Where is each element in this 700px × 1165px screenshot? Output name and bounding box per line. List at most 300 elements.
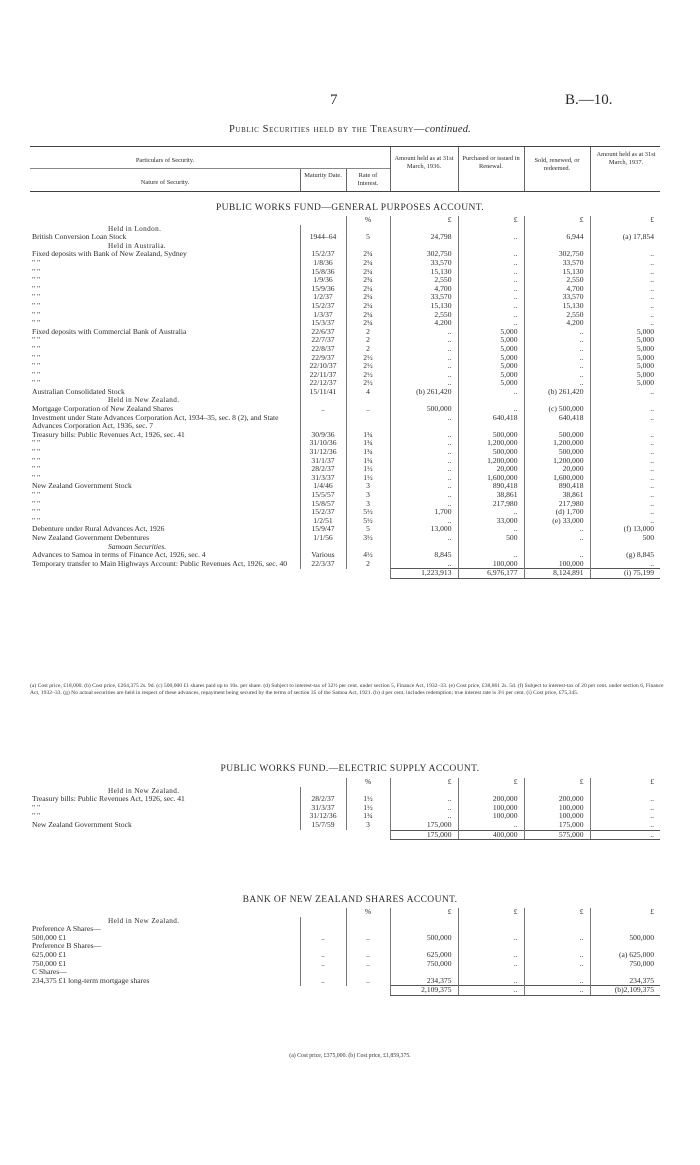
security-name: C Shares— [32,968,67,977]
security-name: New Zealand Government Stock [32,482,132,491]
security-name: Temporary transfer to Main Highways Account: Public Revenues Act, 1926, sec. 40 [32,559,288,568]
security-name: " " [32,473,41,482]
amount-1937: .. [590,508,660,517]
table-row [30,414,660,431]
security-name: " " [32,301,41,310]
table-row [30,388,660,397]
amount-1937: .. [590,293,660,302]
amount-1937: .. [590,276,660,285]
total-1937: (i) 75,199 [590,569,660,579]
table-row [30,925,660,934]
amount-1937: .. [590,482,660,491]
table-row [30,551,660,560]
amount-sold: .. [524,951,590,960]
total-sold: 8,124,891 [524,569,590,579]
amount-1937 [590,925,660,934]
interest-rate: 2¼ [346,311,390,320]
interest-rate: 3 [346,491,390,500]
subheading-row [30,396,660,405]
interest-rate: 1¼ [346,457,390,466]
table-row [30,977,660,986]
unit-pound: £ [524,216,590,225]
table-row [30,259,660,268]
page-title [0,124,700,135]
security-name: New Zealand Government Stock [32,820,132,829]
amount-1936: .. [390,371,458,380]
amount-1936: 2,550 [390,311,458,320]
maturity-date: 15/2/37 [300,250,346,259]
amount-1937: .. [590,560,660,569]
amount-purchased: 5,000 [458,345,524,354]
amount-purchased: 38,861 [458,491,524,500]
table-row [30,379,660,388]
interest-rate: 2½ [346,362,390,371]
interest-rate: 1¾ [346,812,390,821]
interest-rate: 2½ [346,379,390,388]
maturity-date: 1/2/51 [300,517,346,526]
amount-1936: 4,700 [390,285,458,294]
amount-1937: .. [590,311,660,320]
amount-purchased: 5,000 [458,336,524,345]
maturity-date: 22/9/37 [300,354,346,363]
unit-rate: % [346,778,390,787]
security-name: 625,000 £1 [32,950,67,959]
maturity-date: 1/4/46 [300,482,346,491]
amount-1937: 5,000 [590,379,660,388]
header-held-1936: Amount held as at 31st March, 1936. [394,155,454,170]
interest-rate: 1¾ [346,431,390,440]
maturity-date: 22/8/37 [300,345,346,354]
interest-rate: 1½ [346,795,390,804]
amount-1936: .. [390,439,458,448]
maturity-date: 31/1/37 [300,457,346,466]
amount-sold: 4,700 [524,285,590,294]
amount-1936: .. [390,379,458,388]
amount-purchased: .. [458,934,524,943]
interest-rate: 2½ [346,371,390,380]
header-nature: Nature of Security. [140,179,190,186]
amount-1936: .. [390,795,458,804]
interest-rate: 2½ [346,354,390,363]
page-number: 7 [330,92,338,108]
security-name: " " [32,284,41,293]
security-name: " " [32,448,41,457]
maturity-date: 1/9/36 [300,276,346,285]
amount-1936: .. [390,345,458,354]
amount-1937: .. [590,302,660,311]
interest-rate [346,925,390,934]
subheading-row [30,787,660,796]
amount-1937: .. [590,500,660,509]
amount-purchased: 5,000 [458,379,524,388]
amount-1936: 4,200 [390,319,458,328]
unit-pound: £ [590,778,660,787]
interest-rate [346,414,390,431]
amount-sold: 100,000 [524,812,590,821]
table-row [30,362,660,371]
amount-1937: 234,375 [590,977,660,986]
security-name: " " [32,379,41,388]
amount-1937: .. [590,474,660,483]
amount-1936: .. [390,482,458,491]
amount-purchased [458,925,524,934]
page-title-main: Public Securities held by the Treasury— [228,124,425,135]
amount-purchased: .. [458,268,524,277]
amount-1936: 33,570 [390,293,458,302]
amount-1937: .. [590,414,660,431]
security-name: New Zealand Government Debentures [32,533,150,542]
amount-1937: .. [590,319,660,328]
amount-sold: 33,570 [524,259,590,268]
interest-rate: 2¼ [346,319,390,328]
table-row [30,311,660,320]
amount-1936: .. [390,448,458,457]
amount-sold: (b) 261,420 [524,388,590,397]
amount-purchased: 5,000 [458,328,524,337]
amount-1936: .. [390,560,458,569]
interest-rate: 1½ [346,465,390,474]
amount-sold: 100,000 [524,560,590,569]
security-name: " " [32,465,41,474]
interest-rate: 1½ [346,474,390,483]
amount-1937: .. [590,285,660,294]
amount-purchased: 33,000 [458,517,524,526]
maturity-date: 1944–64 [300,233,346,242]
maturity-date: 31/12/36 [300,448,346,457]
header-sold: Sold, renewed, or redeemed. [534,157,580,172]
interest-rate: .. [346,951,390,960]
amount-sold: 175,000 [524,821,590,830]
maturity-date: .. [300,951,346,960]
maturity-date: 1/8/36 [300,259,346,268]
amount-1936: 24,798 [390,233,458,242]
header-purchased: Purchased or issued in Renewal. [462,155,520,170]
total-row [30,569,660,579]
amount-purchased: .. [458,233,524,242]
amount-sold: (d) 1,700 [524,508,590,517]
amount-1936: .. [390,534,458,543]
table-row [30,534,660,543]
security-name: 234,375 £1 long-term mortgage shares [32,976,150,985]
amount-1937: 5,000 [590,371,660,380]
maturity-date: 22/3/37 [300,560,346,569]
interest-rate: .. [346,405,390,414]
amount-1936: .. [390,457,458,466]
security-name: Fixed deposits with Bank of New Zealand, Sydney [32,250,187,259]
table-row [30,293,660,302]
subheading: Held in London. [108,224,162,233]
amount-sold: 200,000 [524,795,590,804]
total-1937: (b)2,109,375 [590,986,660,996]
security-name: " " [32,456,41,465]
amount-purchased: 5,000 [458,371,524,380]
amount-1936: 500,000 [390,934,458,943]
total-1936: 2,109,375 [390,986,458,996]
unit-rate: % [346,216,390,225]
amount-purchased: 1,200,000 [458,457,524,466]
unit-pound: £ [458,216,524,225]
interest-rate: 2¾ [346,276,390,285]
security-name: Treasury bills: Public Revenues Act, 1926, sec. 41 [32,430,185,439]
amount-sold: 500,000 [524,448,590,457]
security-name: " " [32,812,41,821]
amount-sold: 500,000 [524,431,590,440]
interest-rate: .. [346,960,390,969]
amount-1936: (b) 261,420 [390,388,458,397]
interest-rate: 1¾ [346,439,390,448]
amount-1936: .. [390,804,458,813]
table-row [30,500,660,509]
amount-purchased: .. [458,276,524,285]
amount-purchased: .. [458,525,524,534]
security-name: " " [32,344,41,353]
page-reference: B.—10. [565,92,613,108]
table-row [30,285,660,294]
amount-1937: (g) 8,845 [590,551,660,560]
maturity-date: 15/11/41 [300,388,346,397]
table-row [30,439,660,448]
security-name: " " [32,370,41,379]
security-name: " " [32,276,41,285]
amount-1936: 500,000 [390,405,458,414]
amount-purchased: 890,418 [458,482,524,491]
amount-purchased: 200,000 [458,795,524,804]
table-row [30,560,660,569]
table-row [30,821,660,830]
amount-1937 [590,942,660,951]
table-row [30,457,660,466]
interest-rate: 4½ [346,551,390,560]
amount-1936: .. [390,431,458,440]
interest-rate: 5½ [346,508,390,517]
amount-sold: 100,000 [524,804,590,813]
amount-1937: .. [590,259,660,268]
amount-sold: .. [524,336,590,345]
maturity-date: 15/7/59 [300,821,346,830]
security-name: " " [32,310,41,319]
amount-1936: 625,000 [390,951,458,960]
table-row [30,960,660,969]
table-row [30,431,660,440]
maturity-date: .. [300,977,346,986]
amount-1937: (a) 625,000 [590,951,660,960]
amount-sold: 890,418 [524,482,590,491]
interest-rate: 3 [346,500,390,509]
amount-1936 [390,968,458,977]
interest-rate: 3½ [346,534,390,543]
unit-rate: % [346,908,390,917]
maturity-date: 22/11/37 [300,371,346,380]
subheading-row [30,225,660,234]
amount-sold: 4,200 [524,319,590,328]
security-name: " " [32,267,41,276]
table-row [30,371,660,380]
unit-pound: £ [590,908,660,917]
interest-rate: 2¼ [346,285,390,294]
security-name: " " [32,336,41,345]
amount-sold: .. [524,534,590,543]
maturity-date: 22/10/37 [300,362,346,371]
table-row [30,934,660,943]
interest-rate [346,968,390,977]
amount-sold [524,942,590,951]
security-name: " " [32,439,41,448]
maturity-date: 30/9/36 [300,431,346,440]
security-name: " " [32,319,41,328]
table-row [30,328,660,337]
maturity-date: .. [300,960,346,969]
subheading: Held in Australia. [108,241,167,250]
security-name: Treasury bills: Public Revenues Act, 1926, sec. 41 [32,795,185,804]
amount-1937: 5,000 [590,354,660,363]
amount-1937: 5,000 [590,336,660,345]
amount-sold: 38,861 [524,491,590,500]
interest-rate [346,942,390,951]
amount-1937: .. [590,439,660,448]
maturity-date [300,942,346,951]
amount-purchased: 1,600,000 [458,474,524,483]
amount-purchased: .. [458,302,524,311]
unit-pound: £ [458,908,524,917]
interest-rate: 2¼ [346,268,390,277]
subheading-row [30,543,660,552]
security-name: Mortgage Corporation of New Zealand Shares [32,405,174,414]
maturity-date: 15/5/57 [300,491,346,500]
amount-sold: 1,600,000 [524,474,590,483]
security-name: " " [32,258,41,267]
amount-1937: .. [590,431,660,440]
amount-1936: 13,000 [390,525,458,534]
table-row [30,482,660,491]
table-row [30,268,660,277]
amount-sold: .. [524,362,590,371]
interest-rate: 4 [346,388,390,397]
table-header [30,146,660,192]
header-rate: Rate of Interest. [357,172,379,187]
subheading-row [30,917,660,926]
amount-1937: .. [590,250,660,259]
maturity-date: 15/2/37 [300,302,346,311]
unit-pound: £ [390,778,458,787]
amount-1937: 5,000 [590,362,660,371]
table-row [30,405,660,414]
interest-rate: 2 [346,560,390,569]
amount-1937: 750,000 [590,960,660,969]
amount-1936: 8,845 [390,551,458,560]
amount-sold: .. [524,371,590,380]
maturity-date [300,925,346,934]
table-row [30,250,660,259]
amount-sold: .. [524,551,590,560]
amount-sold: 15,130 [524,268,590,277]
section-title-general-purposes: PUBLIC WORKS FUND—GENERAL PURPOSES ACCOUNT. [215,203,485,213]
maturity-date: Various [300,551,346,560]
amount-1937: .. [590,812,660,821]
amount-purchased: 100,000 [458,804,524,813]
total-purchased: .. [458,986,524,996]
interest-rate: .. [346,934,390,943]
security-name: " " [32,508,41,517]
units-row [30,216,660,225]
amount-purchased: 5,000 [458,362,524,371]
footnotes-general-purposes: (a) Cost price, £18,000. (b) Cost price, £264,375 2s. 9d. (c) 500,000 £1 shares paid up to 10s. per share. (d) Subject to interest-tax of 32½ per cent. under section 5, Finance Act, 1932–33. (e) Cost price, £38,861 2s. 5d. (f) Subject to interest-tax of 20 per cent. under section 6, Finance Act, 1932–33. (g) No actual securities are held in respect of these advances, repayment being secured by the terms of section 35 of the Samoa Act, 1921. (h) 4 per cent. includes redemption; true interest rate is 3½ per cent. (i) Cost price, £75,345. [30,683,664,696]
interest-rate: 1¾ [346,448,390,457]
security-name: Fixed deposits with Commercial Bank of Australia [32,327,187,336]
maturity-date: 1/2/37 [300,293,346,302]
maturity-date: 22/7/37 [300,336,346,345]
header-held-1937: Amount held as at 31st March, 1937. [596,151,656,166]
amount-purchased: .. [458,551,524,560]
amount-purchased: .. [458,508,524,517]
amount-1936: .. [390,500,458,509]
interest-rate: 2¼ [346,259,390,268]
amount-sold [524,925,590,934]
amount-purchased: .. [458,951,524,960]
interest-rate: 5½ [346,517,390,526]
security-name: British Conversion Loan Stock [32,233,127,242]
amount-purchased: .. [458,250,524,259]
interest-rate: 3 [346,821,390,830]
total-1936: 175,000 [390,830,458,840]
interest-rate: 2 [346,336,390,345]
amount-1937: .. [590,821,660,830]
maturity-date [300,968,346,977]
maturity-date: 31/12/36 [300,812,346,821]
amount-sold: .. [524,960,590,969]
amount-purchased: .. [458,977,524,986]
amount-1937: 500,000 [590,934,660,943]
amount-sold: 2,550 [524,276,590,285]
table-row [30,951,660,960]
maturity-date: 22/6/37 [300,328,346,337]
interest-rate: 1½ [346,804,390,813]
security-name: " " [32,516,41,525]
amount-purchased: .. [458,293,524,302]
table-general-purposes [30,216,660,579]
security-name: Investment under State Advances Corporation Act, 1934–35, sec. 8 (2), and State Advances Corporation Act, 1936, sec. 7 [32,413,279,431]
amount-1936: .. [390,491,458,500]
amount-1936: 1,700 [390,508,458,517]
amount-1936: .. [390,812,458,821]
amount-sold: 6,944 [524,233,590,242]
amount-purchased: 500,000 [458,431,524,440]
security-name: Debenture under Rural Advances Act, 1926 [32,525,165,534]
interest-rate: 2¼ [346,302,390,311]
amount-sold: 1,200,000 [524,439,590,448]
total-purchased: 400,000 [458,830,524,840]
unit-pound: £ [524,908,590,917]
amount-1936: .. [390,414,458,431]
amount-1937: .. [590,491,660,500]
amount-1936: 2,550 [390,276,458,285]
amount-1937: (f) 13,000 [590,525,660,534]
maturity-date: 15/2/37 [300,508,346,517]
table-row [30,336,660,345]
amount-purchased: .. [458,821,524,830]
total-1936: 1,223,913 [390,569,458,579]
maturity-date: 15/8/57 [300,500,346,509]
subheading: Held in New Zealand. [108,786,180,795]
amount-sold: (e) 33,000 [524,517,590,526]
interest-rate: 2 [346,328,390,337]
amount-1937: .. [590,405,660,414]
amount-1937: 5,000 [590,345,660,354]
page-title-continued: continued. [424,124,471,135]
security-name: Preference A Shares— [32,925,101,934]
amount-purchased: .. [458,259,524,268]
amount-sold: 217,980 [524,500,590,509]
subheading: Held in New Zealand. [108,916,180,925]
